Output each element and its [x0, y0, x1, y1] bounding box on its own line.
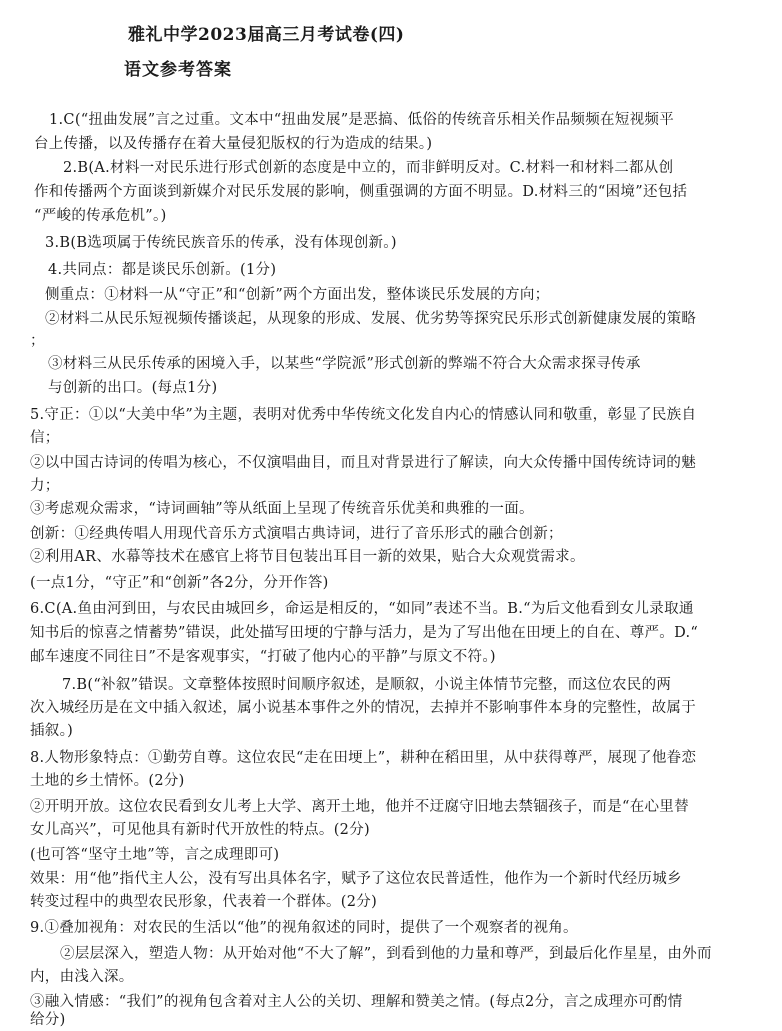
answer-line: ；	[30, 333, 45, 349]
answer-line: “严峻的传承危机”。)	[34, 208, 167, 224]
answer-line: 信；	[30, 430, 60, 446]
answer-line: ②利用AR、水幕等技术在感官上将节目包装出耳目一新的效果，贴合大众观赏需求。	[30, 549, 585, 565]
answer-line: 邮车速度不同往日”不是客观事实，“打破了他内心的平静”与原文不符。)	[30, 649, 496, 665]
answer-line: 台上传播，以及传播存在着大量侵犯版权的行为造成的结果。)	[34, 136, 433, 152]
answer-line: 2.B(A.材料一对民乐进行形式创新的态度是中立的，而非鲜明反对。C.材料一和材料二都从创	[63, 160, 674, 176]
answer-line: 8.人物形象特点：①勤劳自尊。这位农民“走在田埂上”，耕种在稻田里，从中获得尊严，展现了他眷恋	[30, 750, 697, 766]
answer-line: 6.C(A.鱼由河到田，与农民由城回乡，命运是相反的，“如同”表述不当。B.“为后文他看到女儿录取通	[30, 601, 694, 617]
answer-line: 1.C(“扭曲发展”言之过重。文本中“扭曲发展”是恶搞、低俗的传统音乐相关作品频频在短视频平	[49, 112, 675, 128]
answer-line: 4.共同点：都是谈民乐创新。(1分)	[48, 262, 277, 278]
answer-line: 女儿高兴”，可见他具有新时代开放性的特点。(2分)	[30, 822, 370, 838]
answer-line: ②层层深入，塑造人物：从开始对他“不大了解”，到看到他的力量和尊严，到最后化作星星，由外而	[60, 946, 712, 962]
answer-line: 创新：①经典传唱人用现代音乐方式演唱古典诗词，进行了音乐形式的融合创新；	[30, 526, 563, 542]
answer-line: 9.①叠加视角：对农民的生活以“他”的视角叙述的同时，提供了一个观察者的视角。	[30, 920, 578, 936]
answer-line: ②开明开放。这位农民看到女儿考上大学、离开土地，他并不迂腐守旧地去禁锢孩子，而是“在心里替	[30, 799, 689, 815]
answer-line: (也可答“坚守土地”等，言之成理即可)	[30, 847, 280, 863]
answer-line: 知书后的惊喜之情蓄势”错误，此处描写田埂的宁静与活力，是为了写出他在田埂上的自在、尊严。D.“	[30, 625, 699, 641]
answer-key-heading: 语文参考答案	[124, 60, 232, 80]
answer-line: ③考虑观众需求，“诗词画轴”等从纸面上呈现了传统音乐优美和典雅的一面。	[30, 501, 534, 517]
answer-line: 5.守正：①以“大美中华”为主题，表明对优秀中华传统文化发自内心的情感认同和敬重，彰显了民族自	[30, 407, 697, 423]
answer-line: ③融入情感：“我们”的视角包含着对主人公的关切、理解和赞美之情。(每点2分，言之成理亦可酌情	[30, 994, 683, 1010]
answer-line: ②以中国古诗词的传唱为核心，不仅演唱曲目，而且对背景进行了解读，向大众传播中国传统诗词的魅	[30, 455, 696, 471]
answer-line: 次入城经历是在文中插入叙述，属小说基本事件之外的情况，去掉并不影响事件本身的完整性，故属于	[30, 700, 696, 716]
answer-line: 力；	[30, 478, 60, 494]
answer-line: 效果：用“他”指代主人公，没有写出具体名字，赋予了这位农民普适性，他作为一个新时代经历城乡	[30, 871, 682, 887]
answer-line: ③材料三从民乐传承的困境入手，以某些“学院派”形式创新的弊端不符合大众需求探寻传承	[48, 356, 641, 372]
answer-line: 内，由浅入深。	[30, 969, 134, 985]
answer-line: 给分)	[30, 1012, 66, 1028]
answer-line: 7.B(“补叙”错误。文章整体按照时间顺序叙述，是顺叙，小说主体情节完整，而这位农民的两	[62, 677, 672, 693]
answer-line: ②材料二从民乐短视频传播谈起，从现象的形成、发展、优劣势等探究民乐形式创新健康发展的策略	[45, 311, 697, 327]
exam-title: 雅礼中学2023届高三月考试卷(四)	[128, 25, 405, 45]
answer-line: 作和传播两个方面谈到新媒介对民乐发展的影响，侧重强调的方面不明显。D.材料三的“困境”还包括	[34, 184, 688, 200]
answer-line: 转变过程中的典型农民形象，代表着一个群体。(2分)	[30, 894, 378, 910]
answer-line: 与创新的出口。(每点1分)	[48, 380, 218, 396]
answer-line: (一点1分，“守正”和“创新”各2分，分开作答)	[30, 575, 329, 591]
answer-line: 侧重点：①材料一从“守正”和“创新”两个方面出发，整体谈民乐发展的方向；	[45, 287, 550, 303]
answer-line: 3.B(B选项属于传统民族音乐的传承，没有体现创新。)	[45, 235, 397, 251]
answer-line: 土地的乡土情怀。(2分)	[30, 773, 185, 789]
answer-line: 插叙。)	[30, 723, 74, 739]
